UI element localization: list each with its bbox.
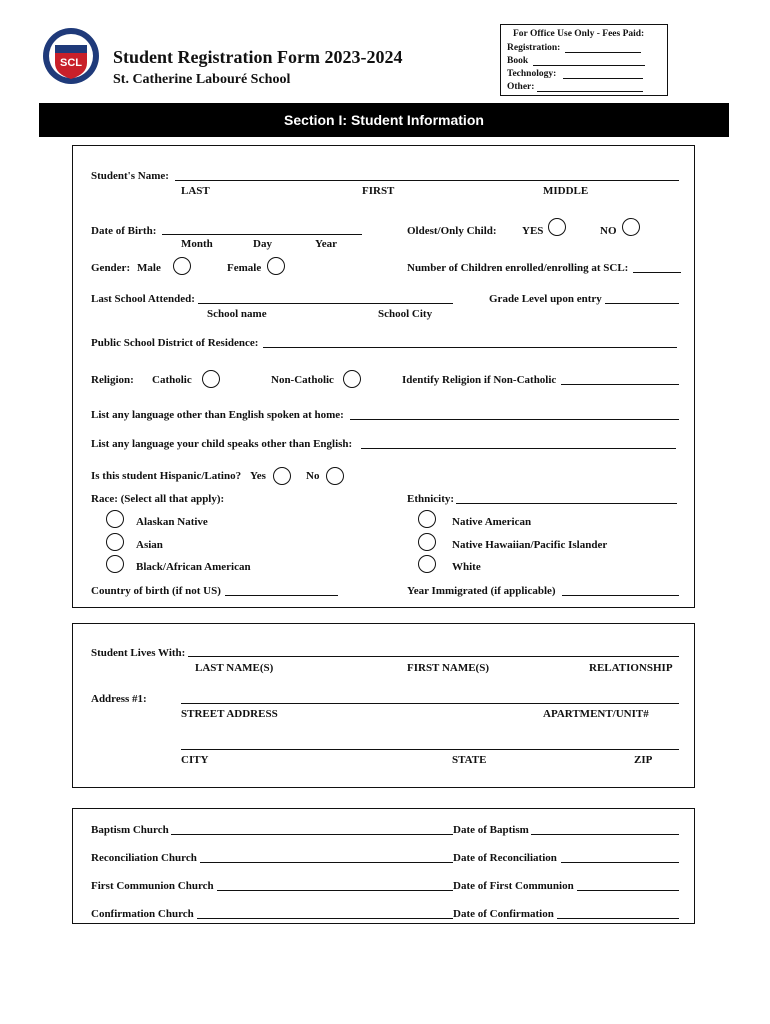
middle-caption: MIDDLE: [543, 185, 589, 197]
lives-with-line[interactable]: [188, 656, 679, 657]
confirmation-date-line[interactable]: [557, 918, 679, 919]
office-technology-label: Technology:: [507, 69, 557, 79]
office-heading: For Office Use Only - Fees Paid:: [513, 29, 645, 39]
baptism-date-line[interactable]: [531, 834, 679, 835]
confirmation-date-label: Date of Confirmation: [453, 908, 554, 920]
relationship-caption: RELATIONSHIP: [589, 662, 673, 674]
dob-label: Date of Birth:: [91, 225, 157, 237]
female-radio[interactable]: [267, 257, 285, 275]
identify-religion-label: Identify Religion if Non-Catholic: [402, 374, 557, 386]
race-checkbox[interactable]: [418, 533, 436, 551]
confirmation-church-line[interactable]: [197, 918, 453, 919]
day-caption: Day: [253, 238, 272, 250]
baptism-church-line[interactable]: [171, 834, 453, 835]
year-caption: Year: [315, 238, 337, 250]
race-label: Race: (Select all that apply):: [91, 493, 225, 505]
apartment-caption: APARTMENT/UNIT#: [543, 708, 649, 720]
section-1-header: Section I: Student Information: [39, 103, 729, 137]
oldest-child-label: Oldest/Only Child:: [407, 225, 497, 237]
hispanic-yes-radio[interactable]: [273, 467, 291, 485]
non-catholic-label: Non-Catholic: [271, 374, 334, 386]
school-name-caption: School name: [207, 308, 267, 320]
race-checkbox[interactable]: [106, 555, 124, 573]
office-book-label: Book: [507, 56, 529, 66]
svg-text:SCL: SCL: [60, 57, 82, 69]
male-radio[interactable]: [173, 257, 191, 275]
month-caption: Month: [181, 238, 213, 250]
race-option-label: Black/African American: [136, 561, 251, 573]
country-of-birth-line[interactable]: [225, 595, 338, 596]
oldest-no-radio[interactable]: [622, 218, 640, 236]
male-label: Male: [137, 262, 161, 274]
hispanic-label: Is this student Hispanic/Latino?: [91, 470, 242, 482]
last-school-line[interactable]: [198, 303, 453, 304]
oldest-yes-label: YES: [522, 225, 544, 237]
race-checkbox[interactable]: [418, 555, 436, 573]
office-other-line[interactable]: [537, 91, 643, 92]
confirmation-church-label: Confirmation Church: [91, 908, 194, 920]
ethnicity-label: Ethnicity:: [407, 493, 455, 505]
non-catholic-radio[interactable]: [343, 370, 361, 388]
grade-level-line[interactable]: [605, 303, 679, 304]
baptism-church-label: Baptism Church: [91, 824, 169, 836]
race-checkbox[interactable]: [418, 510, 436, 528]
student-name-label: Student's Name:: [91, 170, 169, 182]
reconciliation-date-line[interactable]: [561, 862, 679, 863]
religion-label: Religion:: [91, 374, 134, 386]
language-home-line[interactable]: [350, 419, 679, 420]
oldest-yes-radio[interactable]: [548, 218, 566, 236]
office-book-line[interactable]: [533, 65, 645, 66]
office-use-box: [500, 24, 668, 96]
baptism-date-label: Date of Baptism: [453, 824, 529, 836]
state-caption: STATE: [452, 754, 487, 766]
race-option-label: Native Hawaiian/Pacific Islander: [452, 539, 608, 551]
reconciliation-church-line[interactable]: [200, 862, 453, 863]
race-option-label: Asian: [136, 539, 163, 551]
race-option-label: White: [452, 561, 481, 573]
office-registration-label: Registration:: [507, 43, 561, 53]
grade-level-label: Grade Level upon entry: [489, 293, 602, 305]
year-immigrated-line[interactable]: [562, 595, 679, 596]
female-label: Female: [227, 262, 262, 274]
country-of-birth-label: Country of birth (if not US): [91, 585, 221, 597]
oldest-no-label: NO: [600, 225, 617, 237]
last-names-caption: LAST NAME(S): [195, 662, 274, 674]
form-title: Student Registration Form 2023-2024: [113, 47, 403, 67]
dob-line[interactable]: [162, 234, 362, 235]
race-checkbox[interactable]: [106, 510, 124, 528]
race-option-label: Alaskan Native: [136, 516, 208, 528]
office-registration-line[interactable]: [565, 52, 641, 53]
catholic-radio[interactable]: [202, 370, 220, 388]
communion-church-line[interactable]: [217, 890, 453, 891]
district-label: Public School District of Residence:: [91, 337, 259, 349]
language-home-label: List any language other than English spoken at home:: [91, 409, 344, 421]
zip-caption: ZIP: [634, 754, 653, 766]
student-name-line[interactable]: [175, 180, 679, 181]
communion-date-line[interactable]: [577, 890, 679, 891]
office-other-label: Other:: [507, 82, 535, 92]
identify-religion-line[interactable]: [561, 384, 679, 385]
hispanic-no-label: No: [306, 470, 320, 482]
first-names-caption: FIRST NAME(S): [407, 662, 490, 674]
hispanic-yes-label: Yes: [250, 470, 266, 482]
school-logo: [42, 27, 100, 85]
language-child-line[interactable]: [361, 448, 676, 449]
communion-date-label: Date of First Communion: [453, 880, 574, 892]
race-checkbox[interactable]: [106, 533, 124, 551]
hispanic-no-radio[interactable]: [326, 467, 344, 485]
last-school-label: Last School Attended:: [91, 293, 195, 305]
district-line[interactable]: [263, 347, 677, 348]
gender-label: Gender:: [91, 262, 131, 274]
address-label: Address #1:: [91, 693, 147, 705]
lives-with-label: Student Lives With:: [91, 647, 186, 659]
reconciliation-date-label: Date of Reconciliation: [453, 852, 557, 864]
ethnicity-line[interactable]: [456, 503, 677, 504]
street-address-caption: STREET ADDRESS: [181, 708, 278, 720]
city-state-zip-line[interactable]: [181, 749, 679, 750]
race-option-label: Native American: [452, 516, 532, 528]
reconciliation-church-label: Reconciliation Church: [91, 852, 197, 864]
children-enrolled-line[interactable]: [633, 272, 681, 273]
school-city-caption: School City: [378, 308, 433, 320]
street-address-line[interactable]: [181, 703, 679, 704]
office-technology-line[interactable]: [563, 78, 643, 79]
first-caption: FIRST: [362, 185, 395, 197]
school-name: St. Catherine Labouré School: [113, 72, 291, 87]
catholic-label: Catholic: [152, 374, 192, 386]
city-caption: CITY: [181, 754, 209, 766]
last-caption: LAST: [181, 185, 210, 197]
communion-church-label: First Communion Church: [91, 880, 214, 892]
year-immigrated-label: Year Immigrated (if applicable): [407, 585, 556, 597]
children-enrolled-label: Number of Children enrolled/enrolling at SCL:: [407, 262, 629, 274]
language-child-label: List any language your child speaks other than English:: [91, 438, 353, 450]
